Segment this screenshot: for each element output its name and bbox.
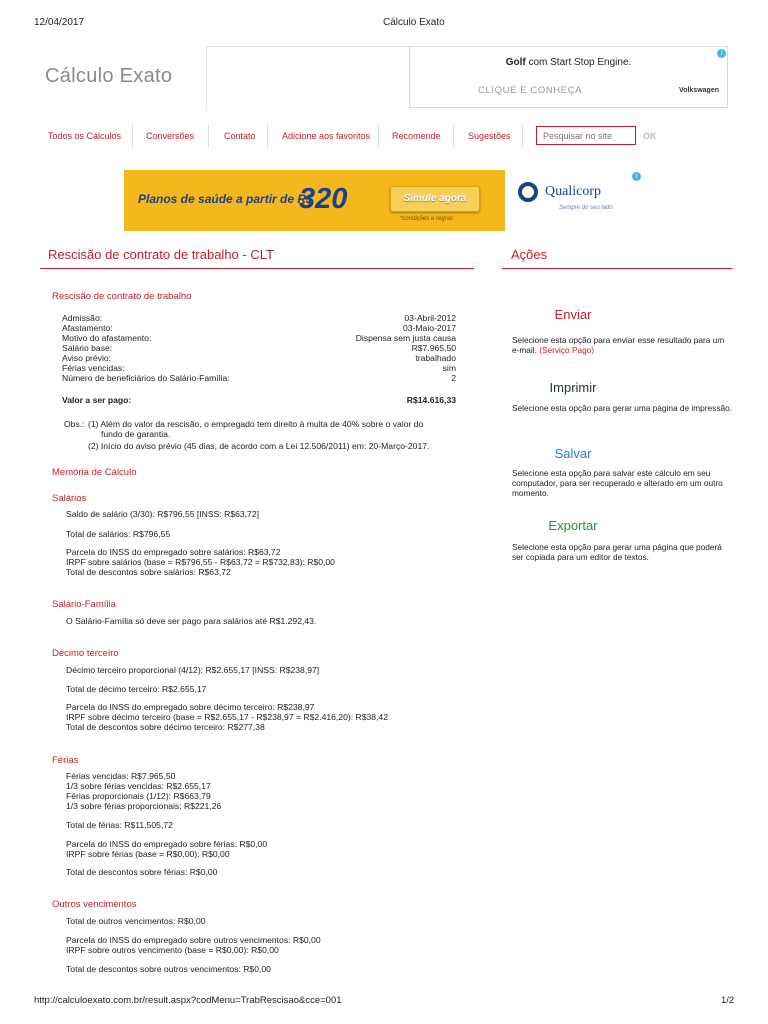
- calc-line: IRPF sobre férias (base = R$0,00): R$0,00: [66, 849, 230, 859]
- action-imprimir-desc: Selecione esta opção para gerar uma página de impressão.: [512, 403, 733, 413]
- nav-contato[interactable]: Contato: [224, 131, 256, 141]
- salarios-title: Salários: [52, 493, 87, 504]
- action-exportar-button[interactable]: Exportar: [548, 518, 598, 533]
- calc-line: Total de descontos sobre salários: R$63,72: [66, 567, 231, 577]
- nav-divider: [378, 125, 379, 147]
- decimo-title: Décimo terceiro: [52, 648, 119, 659]
- top-ad-title: Golf com Start Stop Engine.: [505, 57, 632, 68]
- nav-divider: [132, 125, 133, 147]
- calc-line: Total de décimo terceiro: R$2.655,17: [66, 684, 207, 694]
- nav-todos-calculos[interactable]: Todos os Cálculos: [48, 131, 122, 141]
- calc-line: Décimo terceiro proporcional (4/12): R$2.655,17 [INSS: R$238,97]: [66, 665, 320, 675]
- memoria-title: Memória de Cálculo: [52, 467, 137, 478]
- servico-pago-link[interactable]: (Serviço Pago): [539, 345, 595, 355]
- sidebar-title: Ações: [511, 247, 548, 262]
- calc-line: IRPF sobre salários (base = R$796,55 - R$63,72 = R$732,83): R$0,00: [66, 557, 335, 567]
- banner-ad-price: 320: [299, 183, 348, 215]
- calc-line: Total de descontos sobre férias: R$0,00: [66, 867, 218, 877]
- print-url: http://calculoexato.com.br/result.aspx?codMenu=TrabRescisao&cce=001: [34, 995, 342, 1006]
- print-date: 12/04/2017: [34, 17, 85, 28]
- calc-line: IRPF sobre outros vencimento (base = R$0,00): R$0,00: [66, 945, 279, 955]
- action-exportar-desc: Selecione esta opção para gerar uma página que poderá ser copiada para um editor de textos.: [512, 542, 722, 562]
- obs-line: fundo de garantia.: [101, 429, 171, 439]
- top-ad-creative[interactable]: [409, 47, 728, 108]
- banner-ad-brand-panel: [505, 170, 645, 231]
- nav-divider: [208, 125, 209, 147]
- nav-recomende[interactable]: Recomende: [392, 131, 441, 141]
- search-input[interactable]: [536, 126, 636, 145]
- adchoices-icon[interactable]: i: [632, 172, 641, 181]
- calc-line: Férias proporcionais (1/12): R$663,79: [66, 791, 211, 801]
- nav-divider: [522, 125, 523, 147]
- action-salvar-button[interactable]: Salvar: [554, 446, 592, 461]
- nav-divider: [267, 125, 268, 147]
- calc-line: Total de férias: R$11.505,72: [66, 820, 173, 830]
- nav-sugestoes[interactable]: Sugestões: [468, 131, 511, 141]
- nav-divider: [453, 125, 454, 147]
- title-divider: [40, 268, 474, 269]
- banner-ad-button[interactable]: Simule agora: [390, 186, 480, 212]
- calc-line: Total de salários: R$796,55: [66, 529, 171, 539]
- obs-label: Obs.:: [64, 419, 85, 429]
- calc-line: Saldo de salário (3/30): R$796,55 [INSS: R$63,72]: [66, 509, 259, 519]
- action-imprimir-button[interactable]: Imprimir: [549, 380, 597, 395]
- calc-line: Parcela do INSS do empregado sobre férias: R$0,00: [66, 839, 268, 849]
- outros-title: Outros vencimentos: [52, 899, 137, 910]
- calc-line: Total de descontos sobre décimo terceiro: R$277,38: [66, 722, 265, 732]
- ferias-title: Férias: [52, 755, 79, 766]
- search-ok-button[interactable]: OK: [643, 131, 657, 141]
- field-beneficiarios: Número de beneficiários do Salário-Família: 2: [62, 373, 456, 383]
- calc-line: Total de outros vencimentos: R$0,00: [66, 916, 206, 926]
- action-salvar-desc: Selecione esta opção para salvar este cálculo em seu computador, para ser recuperado e alterado em um outro momento.: [512, 468, 723, 498]
- calc-line: O Salário-Família só deve ser pago para salários até R$1.292,43.: [66, 616, 317, 626]
- sidebar-divider: [502, 268, 732, 269]
- field-salario-base: Salário base: R$7.965,50: [62, 343, 456, 353]
- nav-favoritos[interactable]: Adicione aos favoritos: [282, 131, 371, 141]
- action-enviar-desc: Selecione esta opção para enviar esse resultado para um e-mail. (Serviço Pago): [512, 335, 725, 355]
- calc-line: IRPF sobre décimo terceiro (base = R$2.655,17 - R$238,97 = R$2.416,20): R$38,42: [66, 712, 388, 722]
- calc-line: 1/3 sobre férias proporcionais: R$221,26: [66, 801, 222, 811]
- field-admissao: Admissão: 03-Abril-2012: [62, 313, 456, 323]
- field-aviso-previo: Aviso prévio: trabalhado: [62, 353, 456, 363]
- banner-ad-tagline: Sempre do seu lado: [559, 205, 613, 211]
- top-ad-cta[interactable]: CLIQUE E CONHEÇA: [478, 85, 583, 96]
- banner-ad-text: Planos de saúde a partir de R$: [138, 192, 313, 206]
- field-afastamento: Afastamento: 03-Maio-2017: [62, 323, 456, 333]
- print-title: Cálculo Exato: [383, 17, 445, 28]
- field-ferias-vencidas: Férias vencidas: sim: [62, 363, 456, 373]
- field-motivo: Motivo do afastamento: Dispensa sem justa causa: [62, 333, 456, 343]
- result-section-title: Rescisão de contrato de trabalho: [52, 291, 192, 302]
- obs-line: (1) Além do valor da rescisão, o empregado tem direito à multa de 40% sobre o valor do: [88, 419, 424, 429]
- calc-line: Parcela do INSS do empregado sobre décimo terceiro: R$238,97: [66, 702, 315, 712]
- calc-line: Férias vencidas: R$7.965,50: [66, 771, 176, 781]
- banner-ad-disclaimer: *condições e regras: [400, 216, 454, 222]
- banner-ad-brand: Qualicorp: [545, 184, 601, 199]
- qualicorp-logo-icon: [518, 182, 538, 202]
- top-ad-brand: Volkswagen: [679, 87, 719, 94]
- obs-line: (2) Início do aviso prévio (45 dias, de acordo com a Lei 12.506/2011) em: 20-Março-2017.: [88, 441, 430, 451]
- top-ad[interactable]: [206, 46, 728, 109]
- action-enviar-button[interactable]: Enviar: [554, 307, 592, 322]
- total-value: Valor a ser pago: R$14.616,33: [62, 395, 456, 405]
- adchoices-icon[interactable]: i: [717, 49, 726, 58]
- page-title: Rescisão de contrato de trabalho - CLT: [48, 247, 274, 262]
- nav-conversoes[interactable]: Conversões: [146, 131, 195, 141]
- calc-line: Parcela do INSS do empregado sobre salários: R$63,72: [66, 547, 281, 557]
- print-page-number: 1/2: [721, 995, 735, 1006]
- site-logo[interactable]: Cálculo Exato: [45, 65, 173, 87]
- calc-line: 1/3 sobre férias vencidas: R$2.655,17: [66, 781, 211, 791]
- calc-line: Parcela do INSS do empregado sobre outros vencimentos: R$0,00: [66, 935, 321, 945]
- banner-ad[interactable]: [124, 170, 645, 231]
- salario-familia-title: Salário-Família: [52, 599, 116, 610]
- calc-line: Total de descontos sobre outros vencimentos: R$0,00: [66, 964, 271, 974]
